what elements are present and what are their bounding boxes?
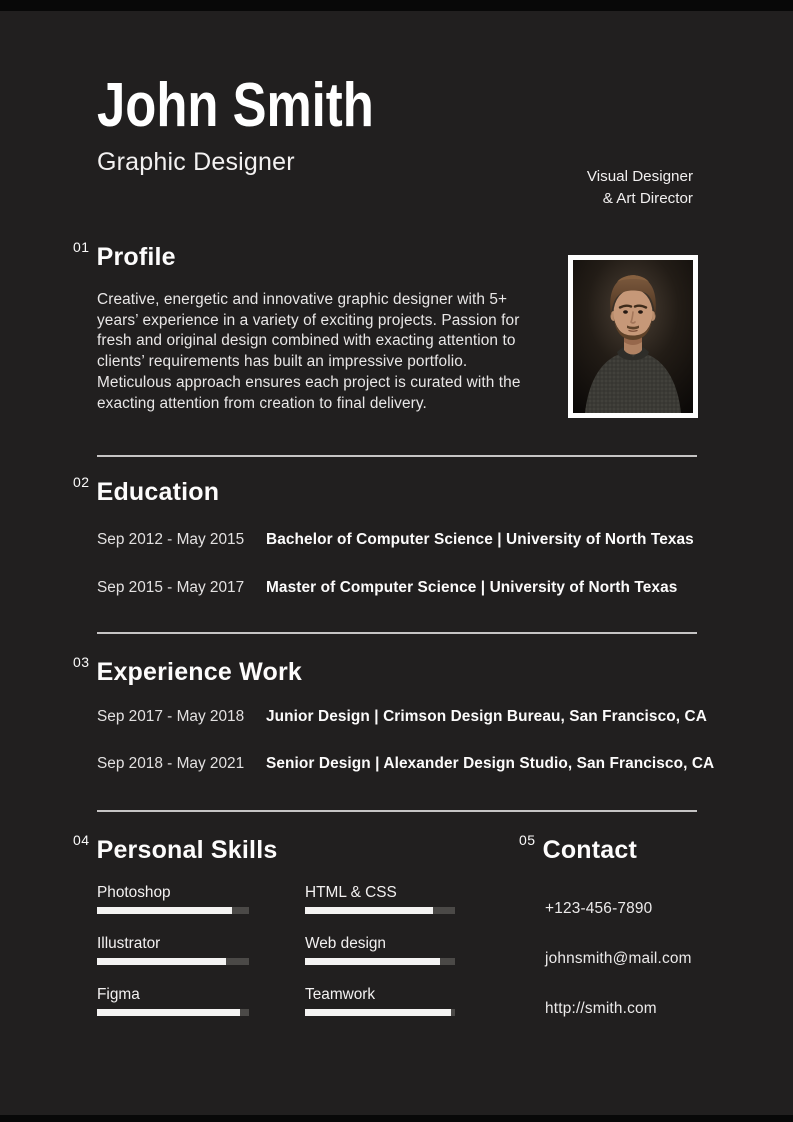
tagline-line-1: Visual Designer [586, 168, 693, 185]
profile-heading-row [73, 239, 573, 271]
skills-section [73, 832, 455, 1016]
experience-row [97, 708, 714, 726]
education-heading-row [73, 474, 694, 506]
contact-phone: +123-456-7890 [545, 900, 653, 917]
skill-bar [305, 958, 455, 965]
experience-description: Senior Design | Alexander Design Studio, San Francisco, CA [266, 755, 715, 772]
contact-items [545, 900, 692, 1018]
contact-email: johnsmith@mail.com [545, 950, 692, 967]
skill-label: Illustrator [97, 935, 161, 952]
skill-bar-fill [305, 1009, 451, 1016]
contact-website: http://smith.com [545, 1000, 657, 1017]
tagline [587, 166, 693, 209]
skills-grid [97, 884, 455, 1016]
profile-text: Creative, energetic and innovative graphic designer with 5+ years’ experience in a variety of exciting projects. Passion for fresh and original design combined with exacting attention to clients’ requirements has built an impressive portfolio. Meticulous approach ensures each project is curated with the exacting attention from creation to final delivery. [97, 291, 521, 412]
skill-bar-fill [305, 907, 433, 914]
skill-bar [97, 907, 249, 914]
section-divider [97, 455, 697, 457]
education-row [97, 531, 694, 549]
experience-description: Junior Design | Crimson Design Bureau, San Francisco, CA [266, 708, 707, 725]
education-row [97, 579, 694, 597]
skill-bar-fill [97, 907, 232, 914]
skill-item [305, 884, 455, 914]
skill-bar-fill [305, 958, 440, 965]
job-title: Graphic Designer [97, 148, 295, 176]
skill-item [305, 986, 455, 1016]
skill-label: Photoshop [97, 884, 171, 901]
skill-item [97, 935, 249, 965]
education-description: Bachelor of Computer Science | University of North Texas [266, 531, 694, 548]
experience-dates: Sep 2018 - May 2021 [97, 755, 245, 772]
skill-bar-fill [97, 1009, 240, 1016]
skill-label: HTML & CSS [305, 884, 397, 901]
education-section-number: 02 [73, 474, 90, 490]
person-name: John Smith [97, 71, 374, 140]
top-edge-bar [0, 0, 793, 11]
education-heading: Education [96, 478, 220, 506]
profile-section-number: 01 [73, 239, 90, 255]
tagline-line-2: & Art Director [602, 189, 693, 207]
profile-section [73, 239, 573, 414]
skill-bar [97, 958, 249, 965]
skill-bar-fill [97, 958, 226, 965]
education-dates: Sep 2012 - May 2015 [97, 531, 245, 548]
portrait-illustration [573, 260, 693, 413]
skills-section-number: 04 [73, 832, 90, 848]
skill-item [97, 986, 249, 1016]
skill-bar [97, 1009, 249, 1016]
skill-bar [305, 1009, 455, 1016]
experience-heading: Experience Work [96, 658, 302, 686]
education-description: Master of Computer Science | University of North Texas [266, 579, 678, 596]
skill-item [305, 935, 455, 965]
skill-label: Teamwork [305, 986, 376, 1003]
skill-label: Web design [305, 935, 386, 952]
skills-heading: Personal Skills [96, 836, 278, 864]
section-divider [97, 810, 697, 812]
experience-row [97, 755, 714, 773]
profile-heading: Profile [96, 243, 176, 271]
skill-label: Figma [97, 986, 140, 1003]
experience-dates: Sep 2017 - May 2018 [97, 708, 245, 725]
education-dates: Sep 2015 - May 2017 [97, 579, 245, 596]
experience-section [73, 654, 715, 773]
contact-heading-row [519, 832, 692, 864]
section-divider [97, 632, 697, 634]
contact-heading: Contact [542, 836, 638, 864]
skill-bar [305, 907, 455, 914]
skill-item [97, 884, 249, 914]
bottom-edge-bar [0, 1115, 793, 1122]
experience-heading-row [73, 654, 714, 686]
experience-section-number: 03 [73, 654, 90, 670]
profile-photo [568, 255, 698, 418]
contact-section-number: 05 [519, 832, 536, 848]
contact-section [519, 832, 692, 1050]
education-section [73, 474, 694, 597]
skills-heading-row [73, 832, 455, 864]
